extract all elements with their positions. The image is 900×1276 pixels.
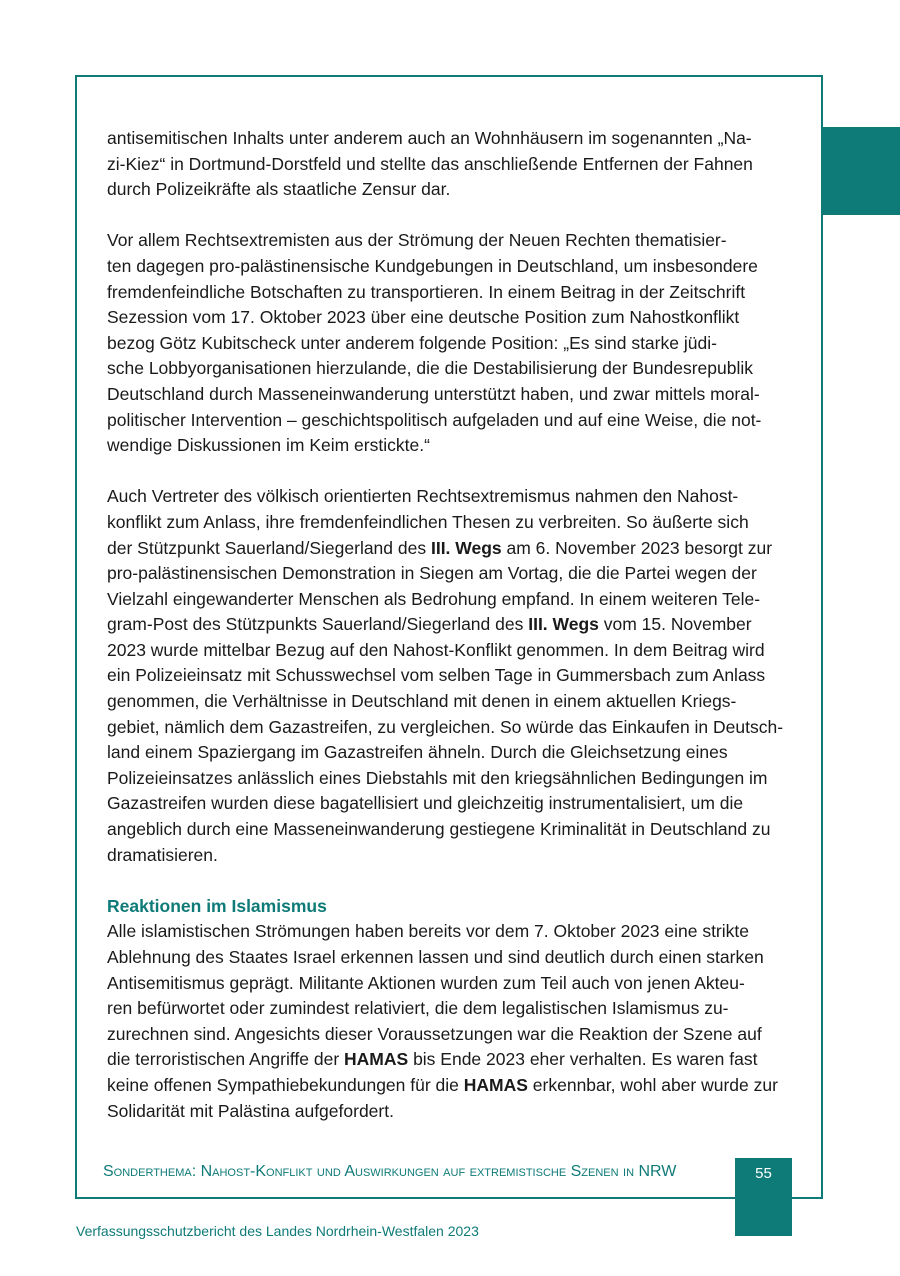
paragraph bbox=[107, 484, 807, 868]
paragraph-spacer bbox=[107, 203, 807, 229]
body-text-line: Vielzahl eingewanderter Menschen als Bedrohung empfand. In einem weiteren Tele- bbox=[107, 588, 761, 609]
body-text-line: antisemitischen Inhalts unter anderem auch an Wohnhäusern im sogenannten „Na- bbox=[107, 128, 752, 148]
organization-name: HAMAS bbox=[344, 1049, 409, 1070]
body-text-line: Ablehnung des Staates Israel erkennen lassen und sind deutlich durch einen starken bbox=[107, 947, 764, 967]
body-text-line: 2023 wurde mittelbar Bezug auf den Nahost-Konflikt genommen. In dem Beitrag wird bbox=[107, 639, 765, 660]
body-text-line: fremdenfeindliche Botschaften zu transportieren. In einem Beitrag in der Zeitschrift bbox=[107, 281, 746, 302]
text-segment: am 6. November 2023 besorgt zur bbox=[501, 537, 773, 558]
paragraph-spacer bbox=[107, 459, 807, 485]
body-text-line: Alle islamistischen Strömungen haben bereits vor dem 7. Oktober 2023 eine strikte bbox=[107, 921, 749, 942]
running-title: Sonderthema: Nahost-Konflikt und Auswirkungen auf extremistische Szenen in NRW bbox=[103, 1163, 677, 1180]
body-text-line: politischer Intervention – geschichtspolitisch aufgeladen und auf eine Weise, die not- bbox=[107, 409, 762, 430]
body-text-line: pro-palästinensischen Demonstration in Siegen am Vortag, die die Partei wegen der bbox=[107, 563, 757, 584]
body-text-line bbox=[107, 1047, 807, 1073]
body-text-line: ten dagegen pro-palästinensische Kundgebungen in Deutschland, um insbesondere bbox=[107, 255, 758, 276]
paragraph bbox=[107, 126, 807, 203]
page-number: 55 bbox=[755, 1165, 772, 1182]
text-segment: der Stützpunkt Sauerland/Siegerland des bbox=[107, 537, 431, 558]
body-text-line: wendige Diskussionen im Keim erstickte.“ bbox=[107, 435, 430, 456]
body-text-line: zi-Kiez“ in Dortmund-Dorstfeld und stellte das anschließende Entfernen der Fahnen bbox=[107, 153, 753, 174]
body-text-line: Vor allem Rechtsextremisten aus der Strömung der Neuen Rechten thematisier- bbox=[107, 230, 727, 251]
body-text-line: bezog Götz Kubitscheck unter anderem folgende Position: „Es sind starke jüdi- bbox=[107, 332, 717, 353]
body-text-line: Solidarität mit Palästina aufgefordert. bbox=[107, 1100, 394, 1121]
text-segment: bis Ende 2023 eher verhalten. Es waren fast bbox=[408, 1049, 758, 1070]
body-text-line: zurechnen sind. Angesichts dieser Voraussetzungen war die Reaktion der Szene auf bbox=[107, 1023, 762, 1044]
body-text-line: Deutschland durch Masseneinwanderung unterstützt haben, und zwar mittels moral- bbox=[107, 383, 760, 404]
body-text-line bbox=[107, 1073, 807, 1099]
text-segment: keine offenen Sympathiebekundungen für die bbox=[107, 1074, 464, 1095]
body-text-line: dramatisieren. bbox=[107, 844, 218, 865]
body-text-line: konflikt zum Anlass, ihre fremdenfeindlichen Thesen zu verbreiten. So äußerte sich bbox=[107, 511, 749, 532]
chapter-tab bbox=[823, 127, 900, 215]
text-segment: vom 15. November bbox=[598, 614, 752, 635]
page-number-box bbox=[735, 1158, 792, 1236]
body-text-line: ren befürwortet oder zumindest relativiert, die dem legalistischen Islamismus zu- bbox=[107, 998, 729, 1019]
body-text-line: gebiet, nämlich dem Gazastreifen, zu vergleichen. So würde das Einkaufen in Deutsch- bbox=[107, 716, 784, 737]
paragraph bbox=[107, 228, 807, 458]
page-body bbox=[107, 126, 807, 1124]
paragraph-spacer bbox=[107, 868, 807, 894]
body-text-line: land einem Spaziergang im Gazastreifen ähneln. Durch die Gleichsetzung eines bbox=[107, 742, 728, 763]
body-text-line: ein Polizeieinsatz mit Schusswechsel vom selben Tage in Gummersbach zum Anlass bbox=[107, 665, 766, 686]
text-segment: erkennbar, wohl aber wurde zur bbox=[527, 1074, 778, 1095]
section-heading: Reaktionen im Islamismus bbox=[107, 895, 327, 916]
body-text-line: durch Polizeikräfte als staatliche Zensur dar. bbox=[107, 179, 451, 200]
body-text-line bbox=[107, 536, 807, 562]
body-text-line: Sezession vom 17. Oktober 2023 über eine deutsche Position zum Nahostkonflikt bbox=[107, 307, 740, 328]
text-segment: die terroristischen Angriffe der bbox=[107, 1049, 345, 1070]
section-islamismus bbox=[107, 894, 807, 1124]
organization-name: HAMAS bbox=[463, 1074, 528, 1095]
body-text-line bbox=[107, 612, 807, 638]
organization-name: III. Wegs bbox=[528, 614, 599, 635]
body-text-line: Auch Vertreter des völkisch orientierten Rechtsextremismus nahmen den Nahost- bbox=[107, 486, 739, 507]
body-text-line: Gazastreifen wurden diese bagatellisiert und gleichzeitig instrumentalisiert, um die bbox=[107, 793, 744, 814]
body-text-line: Polizeieinsatzes anlässlich eines Diebstahls mit den kriegsähnlichen Bedingungen im bbox=[107, 767, 768, 788]
body-text-line: genommen, die Verhältnisse in Deutschland mit denen in einem aktuellen Kriegs- bbox=[107, 691, 737, 712]
organization-name: III. Wegs bbox=[430, 537, 502, 558]
body-text-line: angeblich durch eine Masseneinwanderung gestiegene Kriminalität in Deutschland zu bbox=[107, 819, 771, 840]
body-text-line: sche Lobbyorganisationen hierzulande, die die Destabilisierung der Bundesrepublik bbox=[107, 358, 753, 379]
body-text-line: Antisemitismus geprägt. Militante Aktionen wurden zum Teil auch von jenen Akteu- bbox=[107, 972, 745, 993]
publication-footer: Verfassungsschutzbericht des Landes Nordrhein-Westfalen 2023 bbox=[76, 1223, 479, 1239]
text-segment: gram-Post des Stützpunkts Sauerland/Siegerland des bbox=[107, 614, 529, 635]
